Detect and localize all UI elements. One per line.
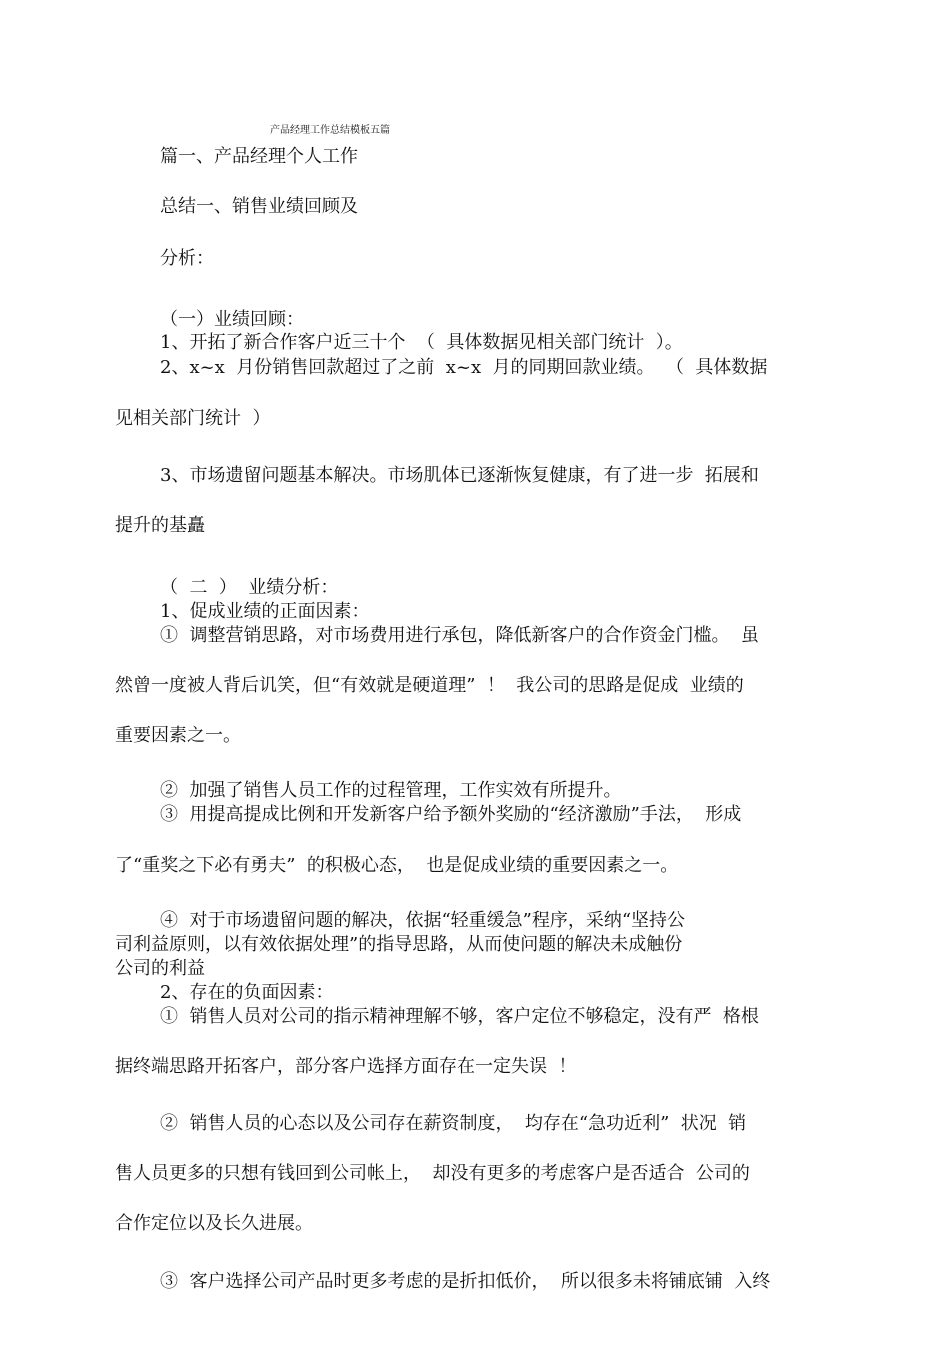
section-1-heading: （一）业绩回顾：	[160, 309, 304, 330]
negative-factors-title: 2、存在的负面因素：	[160, 982, 334, 1003]
negative-factor-2-line-3: 合作定位以及长久进展。	[115, 1213, 313, 1234]
negative-factor-1-line-1: ① 销售人员对公司的指示精神理解不够，客户定位不够稳定，没有严 格根	[160, 1006, 759, 1027]
positive-factor-3-line-2: 了“重奖之下必有勇夫” 的积极心态， 也是促成业绩的重要因素之一。	[115, 855, 679, 876]
section-1-item-3-line-1: 3、市场遗留问题基本解决。市场肌体已逐渐恢复健康，有了进一步 拓展和	[160, 465, 759, 486]
section-1-item-1: 1、开拓了新合作客户近三十个 （ 具体数据见相关部门统计 ）。	[160, 332, 683, 353]
positive-factor-1-line-2: 然曾一度被人背后讥笑，但“有效就是硬道理” ！ 我公司的思路是促成 业绩的	[115, 675, 744, 696]
section-1-item-2-line-1: 2、x~x 月份销售回款超过了之前 x~x 月的同期回款业绩。 （ 具体数据	[160, 357, 768, 378]
heading-summary-one: 总结一、销售业绩回顾及	[160, 196, 358, 217]
positive-factors-title: 1、促成业绩的正面因素：	[160, 601, 370, 622]
section-1-item-2-line-2: 见相关部门统计 ）	[115, 408, 271, 429]
heading-analysis: 分析：	[160, 248, 214, 269]
positive-factor-4-line-1: ④ 对于市场遗留问题的解决，依据“轻重缓急”程序，采纳“坚持公	[160, 910, 686, 931]
document-title: 产品经理工作总结模板五篇	[270, 125, 390, 136]
negative-factor-1-line-2: 据终端思路开拓客户，部分客户选择方面存在一定失误 ！	[115, 1056, 577, 1077]
heading-part-one: 篇一、产品经理个人工作	[160, 146, 358, 167]
positive-factor-1-line-3: 重要因素之一。	[115, 725, 241, 746]
positive-factor-4-line-3: 公司的利益	[115, 958, 205, 979]
negative-factor-2-line-1: ② 销售人员的心态以及公司存在薪资制度， 均存在“急功近利” 状况 销	[160, 1113, 747, 1134]
positive-factor-3-line-1: ③ 用提高提成比例和开发新客户给予额外奖励的“经济激励”手法， 形成	[160, 804, 742, 825]
positive-factor-1-line-1: ① 调整营销思路，对市场费用进行承包，降低新客户的合作资金门槛。 虽	[160, 625, 759, 646]
positive-factor-2: ② 加强了销售人员工作的过程管理，工作实效有所提升。	[160, 780, 622, 801]
negative-factor-3-line-1: ③ 客户选择公司产品时更多考虑的是折扣低价， 所以很多未将铺底铺 入终	[160, 1271, 771, 1292]
negative-factor-2-line-2: 售人员更多的只想有钱回到公司帐上， 却没有更多的考虑客户是否适合 公司的	[115, 1163, 750, 1184]
positive-factor-4-line-2: 司利益原则，以有效依据处理”的指导思路，从而使问题的解决未成触份	[115, 934, 683, 955]
section-2-heading: （ 二 ） 业绩分析：	[160, 577, 339, 598]
section-1-item-3-line-2: 提升的基矗	[115, 515, 205, 536]
